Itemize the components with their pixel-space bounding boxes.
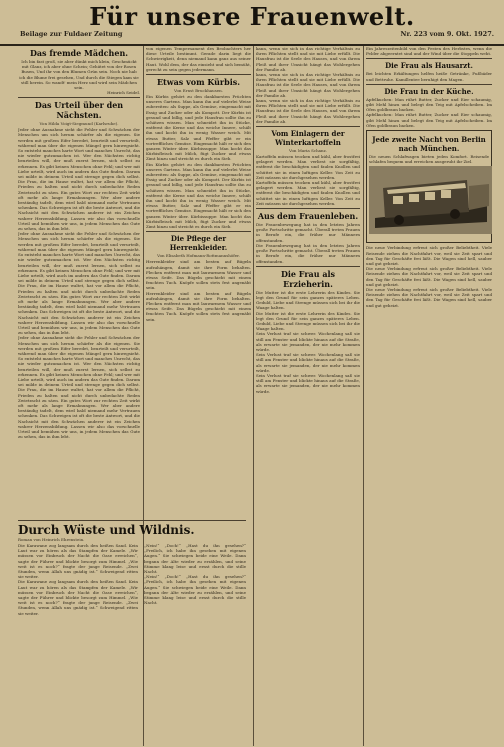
recipe-text-cont: Ein Kürbis gehört zu den dankbarsten Früchten unseres Gartens. Man kann ihn auf vielerlei Weise zubereiten: als Suppe, als Gemüse, eingemacht mit Essig und Zucker oder als Kompott. Der Kürbis ist gesund und billig, und jede Hausfrau sollte ihn zu schätzen wissen. Man schneidet ihn in Stücke, entfernt die Kerne und das weiche Innere, schält ihn und kocht ihn in wenig Wasser weich. Mit etwas Butter, Salz und Pfeffer gibt er ein vortreffliches Gemüse. Eingemacht hält er sich den ganzen Winter über. Kürbissuppe: Man kocht das Kürbisfleisch mit Milch, fügt Zucker und etwas Zimt hinzu und streicht es durch ein Sieb. [146, 161, 251, 230]
top-text: Ein Jahreszeitenbild von den Festen des Herbstes, wenn die Felder abgeerntet sind und der Wind über die Stoppeln weht. [366, 46, 492, 57]
life-text-cont: Die Frauenbewegung hat in den letzten Jahren große Fortschritte gemacht. Überall treten Frauen in Berufe ein, die früher nur Männern offenstanden. [256, 242, 360, 264]
doctor-text: Bei leichten Erkältungen helfen heiße Getränke, Fußbäder und Bettruhe. Kamillentee beruhigt den Magen. [366, 71, 492, 82]
masthead-issue: Nr. 223 vom 9. Okt. 1927. [400, 30, 494, 38]
potato-text: Kartoffeln müssen trocken und kühl, aber frostfrei gelagert werden. Man verliest sie sorgfältig, entfernt die beschädigten und faulen Knollen und schüttet sie in einen luftigen Keller. Von Zeit zu Zeit müssen sie durchgesehen werden. [256, 154, 360, 180]
serial-dialogue: „Nein!“ „Doch!“ „Hast du ihn gesehen?“ „Freilich, ich habe ihn gesehen mit eigenen Augen.“ Sie schwiegen beide eine Weile. Dann begann der Alte wieder zu erzählen, und seine Stimme klang leise und ernst durch die stille Nacht. [144, 543, 246, 575]
article-continuation: kann, wenn sie sich in das richtige Verhältnis zu ihren Pflichten stellt und sie mit Liebe erfüllt. Die Hausfrau ist die Seele des Hauses, und von ihrem Fleiß und ihrer Umsicht hängt das Wohlergehen der Familie ab. [256, 98, 360, 124]
column-2 [146, 46, 251, 516]
care-text: Herrenkleider sind am besten auf Bügeln aufzuhängen, damit sie ihre Form behalten. Flecken entfernt man mit lauwarmem Wasser und etwas Seife. Das Bügeln geschieht mit einem feuchten Tuch. Knöpfe sollen stets fest angenäht sein. [146, 259, 251, 291]
article-text-cont: Jeder ohne Ausnahme sieht die Fehler und Schwächen der Menschen um sich herum schärfer als die eigenen. Sie werden mit großem Eifer beredet, beurteilt und verurteilt, während man über die eigenen Mängel gern hinwegsieht. So entsteht manches harte Wort und manches Unrecht, das nie wieder gutzumachen ist. Wer den Nächsten richtig beurteilen will, der muß zuerst lernen, sich selbst zu erkennen. Es gibt keinen Menschen ohne Fehl; und wer mit Liebe urteilt, wird auch im andern das Gute finden. Darum sei milde in deinem Urteil und strenge gegen dich selbst. Die Frau, die im Hause waltet, hat vor allem die Pflicht, Frieden zu halten und nicht durch unbedachte Reden Zwietracht zu säen. Ein gutes Wort zur rechten Zeit wirkt oft mehr als lange Ermahnungen. Wer aber andere beständig tadelt, dem wird bald niemand mehr Vertrauen schenken. Das Schweigen ist oft die beste Antwort, und die Nachsicht mit den Schwächen anderer ist ein Zeichen wahrer Herzensbildung. Lassen wir also das vorschnelle Urteil und bemühen wir uns, in jedem Menschen das Gute zu sehen, das in ihm lebt. [18, 335, 140, 440]
bottom-text-cont: Die neue Verbindung erfreut sich großer Beliebtheit. Viele Reisende ziehen die Nachtfahrt vor, weil sie Zeit spart und den Tag für Geschäfte frei läßt. Die Wagen sind hell, sauber und gut geheizt. [366, 287, 492, 308]
life-title: Aus dem Frauenleben. [257, 211, 359, 222]
life-text: Die Frauenbewegung hat in den letzten Jahren große Fortschritte gemacht. Überall treten Frauen in Berufe ein, die früher nur Männern offenstanden. [256, 222, 360, 243]
potato-title: Vom Einlagern der Winterkartoffeln [271, 129, 345, 148]
educator-text: Die Mutter ist die erste Lehrerin des Kindes. Sie legt den Grund für sein ganzes späteres Leben. Geduld, Liebe und Strenge müssen sich bei ihr die Waage halten. [256, 289, 360, 311]
divider [146, 231, 251, 232]
article-text-cont: Jeder ohne Ausnahme sieht die Fehler und Schwächen der Menschen um sich herum schärfer als die eigenen. Sie werden mit großem Eifer beredet, beurteilt und verurteilt, während man über die eigenen Mängel gern hinwegsieht. So entsteht manches harte Wort und manches Unrecht, das nie wieder gutzumachen ist. Wer den Nächsten richtig beurteilen will, der muß zuerst lernen, sich selbst zu erkennen. Es gibt keinen Menschen ohne Fehl; und wer mit Liebe urteilt, wird auch im andern das Gute finden. Darum sei milde in deinem Urteil und strenge gegen dich selbst. Die Frau, die im Hause waltet, hat vor allem die Pflicht, Frieden zu halten und nicht durch unbedachte Reden Zwietracht zu säen. Ein gutes Wort zur rechten Zeit wirkt oft mehr als lange Ermahnungen. Wer aber andere beständig tadelt, dem wird bald niemand mehr Vertrauen schenken. Das Schweigen ist oft die beste Antwort, und die Nachsicht mit den Schwächen anderer ist ein Zeichen wahrer Herzensbildung. Lassen wir also das vorschnelle Urteil und bemühen wir uns, in jedem Menschen das Gute zu sehen, das in ihm lebt. [18, 231, 140, 336]
divider [366, 58, 492, 59]
serial-continuation: Sein Verlust traf sie schwer. Wochenlang saß sie still am Fenster und blickte hinaus auf die Straße, als erwarte sie jemanden, der nie mehr kommen würde. [256, 331, 360, 352]
article-text: Jeder ohne Ausnahme sieht die Fehler und Schwächen der Menschen um sich herum schärfer als die eigenen. Sie werden mit großem Eifer beredet, beurteilt und verurteilt, während man über die eigenen Mängel gern hinwegsieht. So entsteht manches harte Wort und manches Unrecht, das nie wieder gutzumachen ist. Wer den Nächsten richtig beurteilen will, der muß zuerst lernen, sich selbst zu erkennen. Es gibt keinen Menschen ohne Fehl; und wer mit Liebe urteilt, wird auch im andern das Gute finden. Darum sei milde in deinem Urteil und strenge gegen dich selbst. Die Frau, die im Hause waltet, hat vor allem die Pflicht, Frieden zu halten und nicht durch unbedachte Reden Zwietracht zu säen. Ein gutes Wort zur rechten Zeit wirkt oft mehr als lange Ermahnungen. Wer aber andere beständig tadelt, dem wird bald niemand mehr Vertrauen schenken. Das Schweigen ist oft die beste Antwort, und die Nachsicht mit den Schwächen anderer ist ein Zeichen wahrer Herzensbildung. Lassen wir also das vorschnelle Urteil und bemühen wir uns, in jedem Menschen das Gute zu sehen, das in ihm lebt. [18, 127, 140, 232]
article-continuation: von eigenen Tempernament des Beobachters her diese Urteile bestimmt. Gerade darin liegt die Schwierigkeit, denn niemand kann ganz aus seiner Haut. Wohl dem, der das einsieht und sich bemüht, gerecht zu sein gegen jedermann. [146, 46, 251, 72]
divider [256, 208, 360, 209]
masthead-supplement-label: Beilage zur Fuldaer Zeitung [20, 30, 123, 38]
care-text-cont: Herrenkleider sind am besten auf Bügeln aufzuhängen, damit sie ihre Form behalten. Flecken entfernt man mit lauwarmem Wasser und etwas Seife. Das Bügeln geschieht mit einem feuchten Tuch. Knöpfe sollen stets fest angenäht sein. [146, 290, 251, 322]
serial-block [18, 518, 246, 616]
serial-continuation: Sein Verlust traf sie schwer. Wochenlang saß sie still am Fenster und blickte hinaus auf die Straße, als erwarte sie jemanden, der nie mehr kommen würde. [256, 352, 360, 373]
serial-text: Die Karawane zog langsam durch den heißen Sand. Kein Laut war zu hören als das Stampfen der Kamele. „Wir müssen vor Einbruch der Nacht die Oase erreichen“, sagte der Führer und blickte besorgt zum Himmel. „Wie weit ist es noch?“ fragte der junge Reisende. „Zwei Stunden, wenn Allah uns gnädig ist.“ Schweigend ritten sie weiter. [18, 543, 138, 580]
poem-text: Ich bin fast groß, sie aber dünkt mich klein, Geschmückt mit Glanz, ich aber ohne Schein; Gehütet von der Rosen Busen, Und ihr von den Blumen Grün sein. Noch nie hab ich die Blume frei gesehen, Und durch die Stiegen kam sie still herein. So wandt' mein Herz und wird sein Mädchen sein. [19, 59, 139, 91]
educator-text-cont: Die Mutter ist die erste Lehrerin des Kindes. Sie legt den Grund für sein ganzes späteres Leben. Geduld, Liebe und Strenge müssen sich bei ihr die Waage halten. [256, 310, 360, 332]
divider [18, 97, 140, 98]
serial-title: Durch Wüste und Wildnis. [18, 523, 195, 537]
column-rule [363, 46, 364, 746]
advert-text: Die neuen Schlafwagen bieten jeden Komfort. Reisende schlafen bequem und erreichen ausgeruht ihr Ziel. [369, 154, 489, 165]
potato-text-cont: Kartoffeln müssen trocken und kühl, aber frostfrei gelagert werden. Man verliest sie sorgfältig, entfernt die beschädigten und faulen Knollen und schüttet sie in einen luftigen Keller. Von Zeit zu Zeit müssen sie durchgesehen werden. [256, 180, 360, 206]
serial-columns [18, 543, 246, 616]
article-byline: Von Hilda Voigt-Siegmund (Karlsruhe). [39, 121, 119, 127]
doctor-title: Die Frau als Hausarzt. [385, 61, 473, 71]
advert-title: Jede zweite Nacht von Berlin nach München. [372, 135, 486, 154]
poem-author: Heinrich Seidel. [107, 90, 140, 96]
serial-col-left [18, 543, 138, 616]
column-4 [366, 46, 492, 746]
serial-dialogue-cont: „Nein!“ „Doch!“ „Hast du ihn gesehen?“ „Freilich, ich habe ihn gesehen mit eigenen Augen.“ Sie schwiegen beide eine Weile. Dann begann der Alte wieder zu erzählen, und seine Stimme klang leise und ernst durch die stille Nacht. [144, 574, 246, 606]
kitchen-text-cont: Apfelkuchen: Man rührt Butter, Zucker und Eier schaumig, gibt Mehl hinzu und belegt den Teig mit Apfelscheiben. Im Ofen goldbraun backen. [366, 112, 492, 128]
divider [256, 126, 360, 127]
column-1 [18, 46, 140, 516]
divider [366, 84, 492, 85]
recipe-byline: Von Ernst Bruckhausen. [173, 88, 223, 94]
educator-title: Die Frau als Erzieherin. [280, 268, 336, 289]
serial-byline: Roman von Heinrich Ehrenstein. [18, 537, 85, 542]
divider [256, 266, 360, 267]
kitchen-title: Die Frau in der Küche. [384, 86, 474, 96]
divider [18, 520, 246, 521]
recipe-text: Ein Kürbis gehört zu den dankbarsten Früchten unseres Gartens. Man kann ihn auf vielerlei Weise zubereiten: als Suppe, als Gemüse, eingemacht mit Essig und Zucker oder als Kompott. Der Kürbis ist gesund und billig, und jede Hausfrau sollte ihn zu schätzen wissen. Man schneidet ihn in Stücke, entfernt die Kerne und das weiche Innere, schält ihn und kocht ihn in wenig Wasser weich. Mit etwas Butter, Salz und Pfeffer gibt er ein vortreffliches Gemüse. Eingemacht hält er sich den ganzen Winter über. Kürbissuppe: Man kocht das Kürbisfleisch mit Milch, fügt Zucker und etwas Zimt hinzu und streicht es durch ein Sieb. [146, 94, 251, 162]
bottom-text-cont: Die neue Verbindung erfreut sich großer Beliebtheit. Viele Reisende ziehen die Nachtfahrt vor, weil sie Zeit spart und den Tag für Geschäfte frei läßt. Die Wagen sind hell, sauber und gut geheizt. [366, 266, 492, 287]
column-rule [253, 46, 254, 746]
column-3 [256, 46, 360, 746]
kitchen-text: Apfelkuchen: Man rührt Butter, Zucker und Eier schaumig, gibt Mehl hinzu und belegt den Teig mit Apfelscheiben. Im Ofen goldbraun backen. [366, 96, 492, 113]
masthead [0, 0, 504, 46]
potato-byline: Von Maria Schanz. [288, 148, 327, 154]
serial-continuation: Sein Verlust traf sie schwer. Wochenlang saß sie still am Fenster und blickte hinaus auf die Straße, als erwarte sie jemanden, der nie mehr kommen würde. [256, 372, 360, 394]
article-continuation: kann, wenn sie sich in das richtige Verhältnis zu ihren Pflichten stellt und sie mit Liebe erfüllt. Die Hausfrau ist die Seele des Hauses, und von ihrem Fleiß und ihrer Umsicht hängt das Wohlergehen der Familie ab. [256, 46, 360, 72]
serial-text-cont: Die Karawane zog langsam durch den heißen Sand. Kein Laut war zu hören als das Stampfen der Kamele. „Wir müssen vor Einbruch der Nacht die Oase erreichen“, sagte der Führer und blickte besorgt zum Himmel. „Wie weit ist es noch?“ fragte der junge Reisende. „Zwei Stunden, wenn Allah uns gnädig ist.“ Schweigend ritten sie weiter. [18, 579, 138, 616]
article-continuation: kann, wenn sie sich in das richtige Verhältnis zu ihren Pflichten stellt und sie mit Liebe erfüllt. Die Hausfrau ist die Seele des Hauses, und von ihrem Fleiß und ihrer Umsicht hängt das Wohlergehen der Familie ab. [256, 72, 360, 98]
serial-col-right [144, 543, 246, 616]
recipe-title: Etwas vom Kürbis. [156, 77, 241, 88]
poem-title: Das fremde Mädchen. [29, 48, 129, 58]
care-title: Die Pflege der Herrenkleider. [169, 234, 228, 253]
train-advert [366, 130, 492, 243]
column-rule [143, 46, 144, 746]
article-title: Das Urteil über den Nächsten. [34, 100, 124, 121]
train-illustration [369, 166, 492, 234]
masthead-title: Für unsere Frauenwelt. [89, 2, 415, 31]
divider [146, 74, 251, 75]
care-byline: Von Elisabeth Hofmann-Rottmannshöfer. [157, 253, 240, 259]
bottom-text: Die neue Verbindung erfreut sich großer Beliebtheit. Viele Reisende ziehen die Nachtfahrt vor, weil sie Zeit spart und den Tag für Geschäfte frei läßt. Die Wagen sind hell, sauber und gut geheizt. [366, 245, 492, 267]
